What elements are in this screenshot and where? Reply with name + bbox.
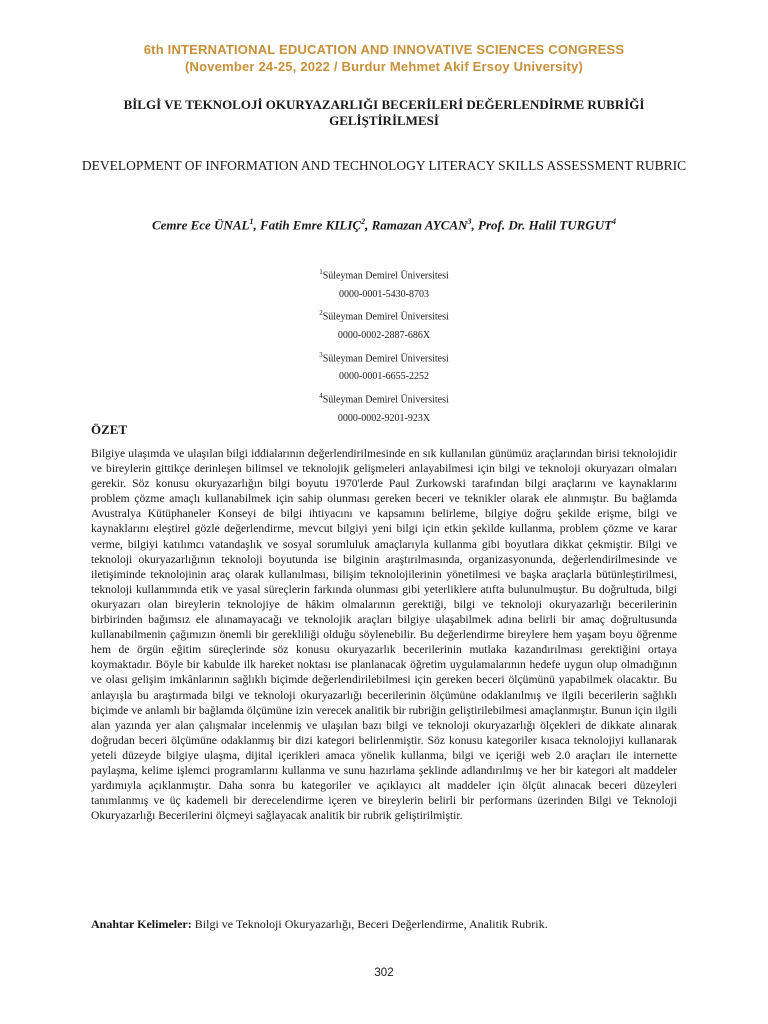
conference-date-venue: (November 24-25, 2022 / Burdur Mehmet Akif Ersoy University): [184, 59, 584, 74]
keywords-text: Bilgi ve Teknoloji Okuryazarlığı, Beceri Değerlendirme, Analitik Rubrik.: [191, 917, 548, 931]
conference-name: 6th INTERNATIONAL EDUCATION AND INNOVATIVE SCIENCES CONGRESS: [143, 42, 625, 57]
keywords-label: Anahtar Kelimeler:: [91, 917, 192, 931]
page-number: 302: [374, 967, 394, 979]
affiliation-university: $^3$Süleyman Demirel Üniversitesi: [319, 350, 449, 364]
author-name: Cemre Ece ÜNAL: [151, 217, 250, 233]
author-sup: 3: [467, 217, 472, 226]
author-name: Ramazan AYCAN: [371, 217, 468, 233]
abstract-heading: ÖZET: [91, 422, 128, 437]
affiliation-list: [0, 263, 768, 428]
author-name: Fatih Emre KILIÇ: [259, 217, 362, 233]
affiliation-orcid: 0000-0002-2887-686X: [337, 330, 431, 342]
affiliation-orcid: 0000-0002-9201-923X: [337, 412, 431, 424]
affiliation-university: $^4$Süleyman Demirel Üniversitesi: [319, 391, 449, 406]
affiliation-orcid: 0000-0001-5430-8703: [339, 288, 429, 300]
author-sup: 4: [612, 217, 617, 226]
author-name: Prof. Dr. Halil TURGUT: [478, 217, 613, 233]
keywords: [91, 917, 677, 932]
paper-title-turkish: BİLGİ VE TEKNOLOJİ OKURYAZARLIĞI BECERİLERİ DEĞERLENDİRME RUBRİĞİ GELİŞTİRİLMESİ: [123, 97, 645, 128]
author-sup: 2: [361, 217, 366, 226]
paper-title-english: DEVELOPMENT OF INFORMATION AND TECHNOLOGY LITERACY SKILLS ASSESSMENT RUBRIC: [81, 158, 687, 173]
affiliation-university: $^2$Süleyman Demirel Üniversitesi: [319, 309, 449, 323]
affiliation-university: $^1$Süleyman Demirel Üniversitesi: [319, 268, 449, 282]
author-list: Cemre Ece ÜNAL$^1$, Fatih Emre KILIÇ$^2$, Ramazan AYCAN$^3$, Prof. Dr. Halil TURGUT$^4$: [151, 217, 617, 233]
conference-header: [0, 41, 768, 75]
abstract-body: Bilgiye ulaşımda ve ulaşılan bilgi iddialarının değerlendirilmesinde en sık kullanılan günümüz araçlarından birisi teknolojidir ve bireylerin gittikçe derinleşen bilimsel ve teknolojik gelişmeleri anlayabilmesi için bilgi ve teknoloji okuryazarı olmaları gerekir. Söz konusu okuryazarlığın bilgi boyutu 1970'lerde Paul Zurkowski tarafından bilgi araçlarını ve kaynaklarını problem çözme amaçlı kullanabilmek için sahip olunması gereken beceri ve teknikler olarak ele alınmıştır. Bu bağlamda Avustralya Kütüphaneler Konseyi de bilgi ihtiyacını ve kapsamını belirleme, bilgiye doğru şekilde erişme, bilgi ve kaynaklarını eleştirel gözle değerlendirme, mevcut bilgiyi yeni bilgi için etkin şekilde kullanma, problem çözme ve karar verme, bilgiyi katılımcı vatandaşlık ve sosyal sorumluluk amaçlarıyla kullanma gibi boyutlara dikkat çekmiştir. Bilgi ve teknoloji okuryazarlığının teknoloji boyutunda ise bilginin araştırılmasında, organizasyonunda, değerlendirilmesinde ve iletişiminde teknolojinin araç olarak kullanılması, bilişim teknolojilerinin yönetilmesi ve başka araçlarla bütünleştirilmesi, teknoloji kullanımında etik ve yasal süreçlerin farkında olunması gibi yeterliklere atıfta bulunulmuştur. Bu doğrultuda, bilgi okuryazarı olan bireylerin teknolojiye de hâkim olmalarının gerektiği, bilgi ve teknoloji okuryazarlığı becerilerinin birbirinden bağımsız ele alınamayacağı ve teknolojik araçları bilgiye ulaşabilmek adına belirli bir amaç doğrultusunda kullanabilmenin çağımızın önemli bir gerekliliği olduğu söylenebilir. Bu değerlendirme bireylere hem yaşam boyu öğrenme hem de örgün eğitim süreçlerinde söz konusu okuryazarlık becerilerinin mutlaka kazandırılması gerektiğini ortaya koymaktadır. Böyle bir kabulde ilk hareket noktası ise planlanacak öğretim uygulamalarının hedefe uygun olup olmadığının ve olası gelişim imkânlarının sağlıklı biçimde değerlendirilebilmesi için gereken beceri ölçümünü yapabilmek olacaktır. Bu anlayışla bu araştırmada bilgi ve teknoloji okuryazarlığı becerilerinin ölçümüne odaklanılmış ve ilgili becerilerin sağlıklı biçimde ve anlamlı bir bağlamda ölçümüne izin verecek analitik bir rubriğin geliştirilebilmesi amaçlanmıştır. Bunun için ilgili alan yazında yer alan çalışmalar incelenmiş ve ulaşılan bazı bilgi ve teknoloji okuryazarlığı ölçekleri de dikkate alınarak doğrudan beceri ölçümüne odaklanmış bir dizi kategori belirlenmiştir. Söz konusu kategoriler kısaca teknolojiyi kullanarak yeteli düzeyde bilgiye ulaşma, dijital içerikleri amaca yönelik kullanma, bilgi ve içeriği web 2.0 araçları ile internette paylaşma, kelime işlemci programlarını kullanma ve sunu hazırlama şeklinde adlandırılmış ve her bir kategori alt maddeler yardımıyla açıklanmıştır. Daha sonra bu kategoriler ve açıklayıcı alt maddeler için ölçüt alınacak beceri düzeyleri tanımlanmış ve üç kademeli bir derecelendirme içeren ve bireylerin belirli bir performans üzerinden Bilgi ve Teknoloji Okuryazarlığı Becerilerini ölçmeyi sağlayacak analitik bir rubrik geliştirilmiştir.: [91, 447, 677, 823]
affiliation-orcid: 0000-0001-6655-2252: [339, 371, 429, 383]
author-sup: 1: [249, 217, 254, 226]
